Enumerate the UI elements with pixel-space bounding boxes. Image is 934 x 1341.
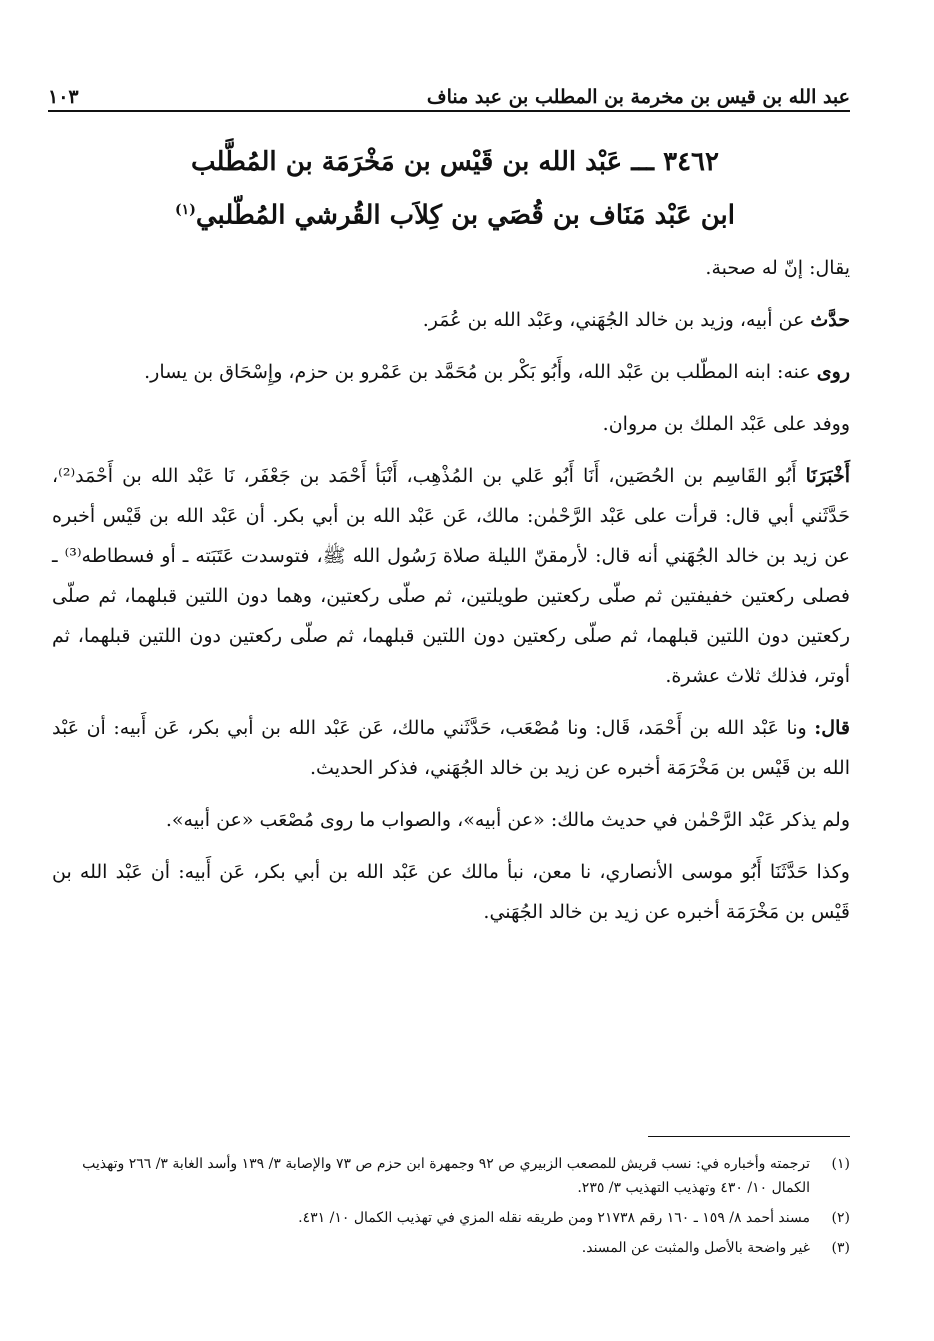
paragraph-3 xyxy=(52,352,850,392)
paragraph-4 xyxy=(52,404,850,444)
entry-title-line-1: ٣٤٦٢ ـــ عَبْد الله بن قَيْس بن مَخْرَمَة بن المُطَّلب xyxy=(191,147,719,177)
footnote-1-text: ترجمته وأخباره في: نسب قريش للمصعب الزبيري ص ٩٢ وجمهرة ابن حزم ص ٧٣ والإصابة ٣/ ١٣٩ وأسد الغابة ٣/ ٢٦٦ وتهذيب الكمال ١٠/ ٤٣٠ وتهذيب التهذيب ٣/ ٢٣٥. xyxy=(82,1156,810,1196)
paragraph-6 xyxy=(52,708,850,788)
paragraph-3-lead: روى xyxy=(816,361,850,383)
paragraph-7 xyxy=(52,800,850,840)
page-number: ١٠٣ xyxy=(48,86,79,108)
entry-title xyxy=(60,138,850,240)
paragraph-3-text: عنه: ابنه المطّلب بن عَبْد الله، وأَبُو بَكْر بن مُحَمَّد بن عَمْرو بن حزم، وإِسْحَاق بن يسار. xyxy=(144,361,817,383)
footnote-2-number: (٢) xyxy=(831,1210,850,1226)
paragraph-5 xyxy=(52,456,850,696)
entry-title-line-2 xyxy=(60,186,850,240)
paragraph-7-text: ولم يذكر عَبْد الرَّحْمٰن في حديث مالك: «عن أبيه»، والصواب ما روى مُصْعَب «عن أبيه». xyxy=(165,809,850,831)
entry-title-line-2-text: ابن عَبْد مَنَاف بن قُصَي بن كِلاَب القُرشي المُطّلبي xyxy=(195,200,735,231)
paragraph-6-lead: قال: xyxy=(814,717,850,739)
footnote-1-number: (١) xyxy=(831,1156,850,1172)
footnote-3-number: (٣) xyxy=(831,1240,850,1256)
running-header xyxy=(48,68,850,108)
paragraph-8-text: وكذا حَدَّثَنَا أَبُو موسى الأنصاري، نا معن، نبأ مالك عن عَبْد الله بن أبي بكر، عَن أَبيه: أن عَبْد الله بن قَيْس بن مَخْرَمَة أخبره عن زيد بن خالد الجُهَني. xyxy=(52,861,850,923)
paragraph-8 xyxy=(52,852,850,932)
paragraph-1-text: يقال: إنّ له صحبة. xyxy=(705,257,850,279)
header-rule xyxy=(48,110,850,112)
paragraph-2-text: عن أبيه، وزيد بن خالد الجُهَني، وعَبْد الله بن عُمَر. xyxy=(422,309,811,331)
paragraph-4-text: ووفد على عَبْد الملك بن مروان. xyxy=(602,413,850,435)
paragraph-5-lead: أَخْبَرَنَا xyxy=(805,465,850,487)
footnote-ref-1: (١) xyxy=(175,202,196,218)
footnote-rule xyxy=(648,1136,850,1137)
footnote-2-text: مسند أحمد ٨/ ١٥٩ ـ ١٦٠ رقم ٢١٧٣٨ ومن طريقه نقله المزي في تهذيب الكمال ١٠/ ٤٣١. xyxy=(298,1210,810,1226)
paragraph-6-text: ونا عَبْد الله بن أَحْمَد، قَال: ونا مُصْعَب، حَدَّثَني مالك، عَن عَبْد الله بن أبي بكر، عَن أَبيه: أن عَبْد الله بن قَيْس بن مَخْرَمَة أخبره عن زيد بن خالد الجُهَني، فذكر الحديث. xyxy=(52,717,850,779)
paragraph-5-text: أَبُو القَاسِم بن الحُصَين، أَنَا أَبُو عَلي بن المُذْهِب، أَنْبَأ أَحْمَد بن جَعْفَر، نَا عَبْد الله بن أَحْمَد⁽²⁾، حَدَّثَني أبي قال: قرأت على عَبْد الرَّحْمٰن: مالك، عَن عَبْد الله بن أبي بكر. أن عَبْد الله بن قَيْس أخبره عن زيد بن خالد الجُهَني أنه قال: لأرمقنّ الليلة صلاة رَسُول الله ﷺ، فتوسدت عَتَبَته ـ أو فسطاطه⁽³⁾ ـ فصلى ركعتين خفيفتين ثم صلّى ركعتين طويلتين، ثم صلّى ركعتين، وهما دون اللتين قبلهما، ثم صلّى ركعتين دون اللتين قبلهما، ثم صلّى ركعتين دون اللتين قبلهما، ثم صلّى ركعتين دون اللتين قبلهما، ثم أوتر، فذلك ثلاث عشرة. xyxy=(52,465,850,687)
paragraph-2 xyxy=(52,300,850,340)
running-title: عبد الله بن قيس بن مخرمة بن المطلب بن عبد مناف xyxy=(426,86,850,108)
paragraph-1 xyxy=(52,248,850,288)
footnote-3-text: غير واضحة بالأصل والمثبت عن المسند. xyxy=(581,1240,810,1256)
footnote-3 xyxy=(52,1236,850,1260)
footnote-2 xyxy=(52,1206,850,1230)
footnotes xyxy=(52,1152,850,1266)
paragraph-2-lead: حدَّث xyxy=(810,309,850,331)
main-text xyxy=(52,248,850,944)
footnote-1 xyxy=(52,1152,850,1200)
